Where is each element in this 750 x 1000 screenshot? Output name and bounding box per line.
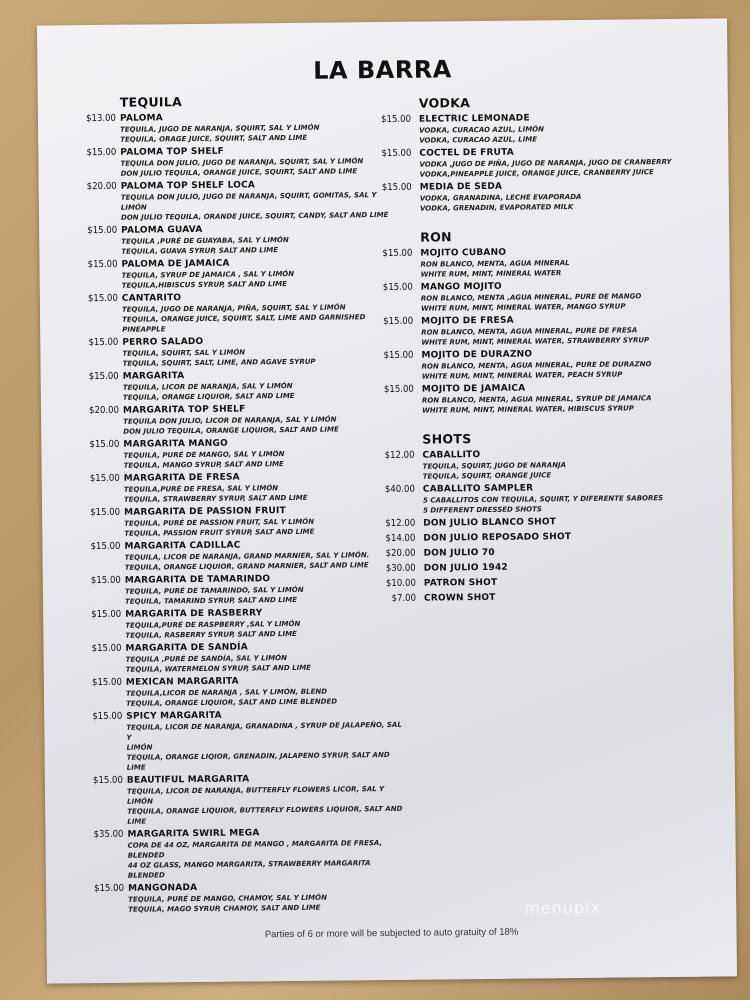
item-price: $10.00 [385, 577, 416, 590]
item-price: $15.00 [90, 540, 121, 553]
item-price: $15.00 [87, 258, 118, 271]
item-description: TEQUILA, GUAVA SYRUP, SALT AND LIME [121, 246, 279, 256]
gratuity-note: Parties of 6 or more will be subjected to auto gratuity of 18% [264, 926, 519, 941]
menu-item [384, 447, 714, 482]
item-description: VODKA,PINEAPPLE JUICE, ORANGE JUICE, CRANBERRY JUICE [419, 168, 654, 179]
item-description: TEQUILA, PURÉ DE PASSION FRUIT, SAL Y LIMÓN [124, 517, 315, 528]
item-name: MANGO MOJITO [420, 281, 502, 293]
item-description: DON JULIO TEQUILA, ORANGE LIQUIOR, SALT AND LIME [123, 425, 339, 436]
item-name: PALOMA GUAVA [121, 224, 203, 236]
item-name: CABALLITO [422, 450, 481, 461]
item-name: DON JULIO 1942 [423, 562, 508, 574]
item-name: PATRON SHOT [423, 577, 498, 589]
tequila-list [58, 110, 406, 916]
section-heading-ron: RON [420, 229, 452, 245]
item-description: TEQUILA, MAGO SYRUP, CHAMOY, SALT AND LIME [128, 903, 321, 914]
item-price: $15.00 [88, 370, 119, 383]
item-name: DON JULIO 70 [423, 547, 495, 559]
item-price: $40.00 [384, 483, 415, 496]
item-description: TEQUILA, LICOR DE NARANJA, BUTTERFLY FLOWERS LICOR, SAL Y LIMÓN [126, 785, 385, 806]
item-description: RON BLANCO, MENTA ,AGUA MINERAL, PURE DE MANGO [420, 292, 642, 303]
item-name: PALOMA [119, 113, 163, 124]
item-name: CROWN SHOT [423, 592, 496, 604]
item-price: $15.00 [92, 774, 123, 787]
item-price: $15.00 [383, 383, 414, 396]
menu-item [65, 826, 406, 882]
item-name: CANTARITO [121, 293, 182, 304]
menu-item [61, 436, 401, 472]
item-description: TEQUILA, STRAWBERRY SYRUP, SALT AND LIME [123, 493, 308, 504]
item-description: TEQUILA, PURÉ DE MANGO, SAL Y LIMÓN [123, 450, 285, 460]
item-description: TEQUILA, ORAGE JUICE, SQUIRT, SALT AND LIME [120, 133, 308, 144]
menu-item [385, 481, 715, 516]
item-description: TEQUILA, PURÉ DE MANGO, CHAMOY, SAL Y LIMÓN [128, 893, 327, 904]
item-name: MEDIA DE SEDA [419, 181, 503, 193]
left-column [58, 92, 407, 918]
item-description: TEQUILA, WATERMELON SYRUP, SALT AND LIME [125, 663, 311, 674]
item-description: VODKA, CURACAO AZUL, LIME [419, 135, 538, 145]
item-price: $15.00 [94, 882, 125, 895]
item-description: RON BLANCO, MENTA, AGUA MINERAL, PURE DE FRESA [421, 326, 638, 337]
item-description: TEQUILA,PURÉ DE RASPBERRY ,SAL Y LIMÓN [125, 619, 301, 630]
item-description: TEQUILA, JUGO DE NARANJA, PIÑA, SQUIRT, SAL Y LIMÓN [121, 303, 346, 314]
menu-item [59, 178, 399, 224]
item-name: PALOMA TOP SHELF LOCA [120, 180, 256, 192]
menu-item [382, 179, 712, 214]
item-description: TEQUILA, SYRUP DE JAMAICA , SAL Y LIMÓN [121, 269, 295, 280]
item-description: VODKA, CURACAO AZUL, LIMÓN [419, 125, 545, 135]
menu-item [385, 545, 715, 561]
section-heading-shots: SHOTS [422, 431, 472, 447]
item-description: TEQUILA, SQUIRT, SALT, LIME, AND AGAVE SYRUP [122, 357, 316, 368]
item-name: CABALLITO SAMPLER [422, 483, 534, 495]
menu-item [386, 560, 716, 576]
item-description: TEQUILA, RASBERRY SYRUP, SALT AND LIME [125, 629, 297, 640]
item-description: TEQUILA, JUGO DE NARANJA, SQUIRT, SAL Y LIMÓN [120, 123, 320, 134]
item-price: $13.00 [86, 112, 117, 125]
menu-item [381, 111, 711, 146]
item-description: WHITE RUM, MINT, MINERAL WATER, PEACH SYRUP [421, 370, 623, 381]
menu-item [59, 256, 399, 292]
ron-list [382, 245, 714, 416]
item-name: MARGARITA DE RASBERRY [125, 608, 263, 620]
item-name: MARGARITA [122, 371, 185, 382]
item-name: PERRO SALADO [122, 336, 204, 348]
menu-item [60, 334, 400, 370]
item-description: TEQUILA DON JULIO, JUGO DE NARANJA, SQUIRT, GOMITAS, SAL Y LIMÓN [120, 191, 377, 212]
item-description: TEQUILA, SQUIRT, SAL Y LIMÓN [122, 348, 246, 358]
item-description: TEQUILA, LICOR DE NARANJA, GRANADINA , SYRUP DE JALAPEÑO, SAL Y [126, 720, 402, 742]
item-description: TEQUILA, TAMARIND SYRUP, SALT AND LIME [124, 595, 298, 606]
menu-item [385, 515, 715, 531]
item-description: TEQUILA, ORANGE JUICE, SQUIRT, SALT, LIME AND GARNISHED [122, 313, 366, 324]
item-name: ELECTRIC LEMONADE [418, 113, 530, 125]
item-description: TEQUILA, ORANGE LIQUIOR, SALT AND LIME [122, 391, 295, 402]
menu-item [381, 145, 711, 180]
item-description: PINEAPPLE [122, 325, 166, 334]
item-description: COPA DE 44 OZ, MARGARITA DE MANGO , MARGARITA DE FRESA, [127, 839, 383, 850]
item-price: $15.00 [90, 506, 121, 519]
item-description: VODKA, GRENADIN, EVAPORATED MILK [419, 203, 574, 213]
menu-item [61, 368, 401, 404]
menu-item [59, 222, 399, 258]
menu-item [62, 470, 402, 506]
item-price: $20.00 [86, 180, 117, 193]
item-name: MOJITO CUBANO [420, 247, 507, 259]
item-description: VODKA ,JUGO DE PIÑA, JUGO DE NARANJA, JUGO DE CRANBERRY [419, 158, 672, 169]
vodka-list [381, 111, 712, 214]
item-price: $15.00 [87, 224, 118, 237]
menu-item [58, 144, 398, 180]
menu-item [58, 110, 398, 146]
item-price: $15.00 [382, 247, 413, 260]
menu-item [383, 313, 713, 348]
item-name: MARGARITA DE TAMARINDO [124, 574, 271, 586]
menu-item [62, 538, 402, 574]
item-description: TEQUILA, SQUIRT, JUGO DE NARANJA [422, 461, 567, 471]
shots-list [384, 447, 716, 606]
item-description: TEQUILA DON JULIO, LICOR DE NARANJA, SAL Y LIMÓN [123, 415, 337, 426]
item-price: $15.00 [383, 315, 414, 328]
item-name: MOJITO DE JAMAICA [421, 383, 526, 395]
item-description: TEQUILA, PASSION FRUIT SYRUP, SALT AND LIME [124, 527, 315, 538]
item-price: $15.00 [90, 574, 121, 587]
item-description: LIMÓN [126, 743, 153, 752]
item-description: TEQUILA, ORANGE LIQUIOR, BUTTERFLY FLOWERS LIQUIOR, SALT AND LIME [127, 804, 403, 826]
item-name: MARGARITA DE SANDÍA [125, 642, 248, 654]
item-name: MANGONADA [127, 883, 198, 894]
item-price: $15.00 [91, 608, 122, 621]
item-price: $15.00 [88, 336, 119, 349]
item-description: WHITE RUM, MINT, MINERAL WATER [420, 269, 562, 279]
item-description: TEQUILA, PURÉ DE TAMARINDO, SAL Y LIMÓN [124, 585, 304, 596]
item-name: MARGARITA DE PASSION FRUIT [124, 506, 286, 518]
menu-item [65, 772, 406, 828]
item-price: $35.00 [93, 828, 124, 841]
menu-item [60, 290, 400, 336]
item-price: $15.00 [382, 281, 413, 294]
item-price: $15.00 [91, 642, 122, 655]
item-price: $15.00 [383, 349, 414, 362]
item-price: $12.00 [384, 449, 415, 462]
item-name: MOJITO DE FRESA [421, 315, 514, 327]
watermark: menupix [524, 897, 602, 918]
item-name: MARGARITA MANGO [123, 438, 228, 450]
item-name: DON JULIO REPOSADO SHOT [423, 532, 572, 544]
item-price: $20.00 [89, 404, 120, 417]
item-description: 5 DIFFERENT DRESSED SHOTS [423, 505, 542, 515]
menu-item [64, 708, 405, 774]
item-description: TEQUILA,LICOR DE NARANJA , SAL Y LIMÓN, BLEND [125, 687, 328, 698]
menu-title: LA BARRA [313, 55, 452, 85]
item-description: TEQUILA,HIBISCUS SYRUP, SALT AND LIME [121, 280, 287, 290]
item-description: TEQUILA DON JULIO, JUGO DE NARANJA, SQUIRT, SAL Y LIMÓN [120, 157, 364, 168]
item-price: $30.00 [385, 562, 416, 575]
menu-item [384, 381, 714, 416]
item-price: $15.00 [89, 438, 120, 451]
item-price: $15.00 [381, 147, 412, 160]
item-description: TEQUILA, LICOR DE NARANJA, GRAND MARNIER, SAL Y LIMÓN. [124, 551, 370, 562]
item-description: TEQUILA ,PURÉ DE GUAYABA, SAL Y LIMÓN [121, 236, 289, 246]
menu-item [383, 347, 713, 382]
item-price: $15.00 [86, 146, 117, 159]
menu-item [62, 504, 402, 540]
item-name: SPICY MARGARITA [126, 710, 222, 722]
menu-item [385, 530, 715, 546]
item-price: $15.00 [91, 676, 122, 689]
item-description: TEQUILA, LICOR DE NARANJA, SAL Y LIMÓN [122, 381, 293, 392]
menu-item [64, 674, 404, 710]
item-name: MEXICAN MARGARITA [125, 676, 239, 688]
item-name: BEAUTIFUL MARGARITA [126, 774, 250, 786]
item-description: RON BLANCO, MENTA, AGUA MINERAL, PURE DE DURAZNO [421, 360, 652, 371]
item-name: MOJITO DE DURAZNO [421, 349, 533, 361]
item-price: $15.00 [92, 710, 123, 723]
item-description: TEQUILA, SQUIRT, ORANGE JUICE [422, 471, 552, 481]
item-description: VODKA, GRANADINA, LECHE EVAPORADA [419, 192, 582, 203]
menu-item [61, 402, 401, 438]
menu-item [63, 640, 403, 676]
item-description: 44 OZ GLASS, MANGO MARGARITA, STRAWBERRY MARGARITA BLENDED [127, 859, 371, 880]
item-name: MARGARITA CADILLAC [124, 540, 241, 552]
item-price: $14.00 [385, 532, 416, 545]
item-description: TEQUILA, ORANGE LIQIOR, GRENADIN, JALAPENO SYRUP, SALT AND LIME [126, 750, 390, 772]
item-price: $20.00 [385, 547, 416, 560]
item-description: TEQUILA, MANGO SYRUP, SALT AND LIME [123, 460, 284, 470]
item-description: WHITE RUM, MINT, MINERAL WATER, MANGO SYRUP [420, 302, 626, 313]
menu-item [66, 880, 406, 916]
item-description: 5 CABALLITOS CON TEQUILA, SQUIRT, Y DIFERENTE SABORES [422, 494, 664, 505]
item-price: $12.00 [385, 517, 416, 530]
item-description: TEQUILA ,PURÉ DE SANDÍA, SAL Y LIMÓN [125, 654, 287, 664]
item-description: DON JULIO TEQUILA, ORANDE JUICE, SQUIRT, CANDY, SALT AND LIME [120, 210, 389, 222]
menu-item [386, 590, 716, 606]
section-heading-tequila: TEQUILA [119, 94, 183, 110]
item-description: WHITE RUM, MINT, MINERAL WATER, STRAWBERRY SYRUP [421, 336, 650, 347]
item-price: $15.00 [89, 472, 120, 485]
item-description: TEQUILA, ORANGE LIQUIOR, GRAND MARNIER, SALT AND LIME [124, 561, 369, 572]
item-name: MARGARITA TOP SHELF [122, 404, 246, 416]
item-name: COCTEL DE FRUTA [419, 147, 514, 159]
menu-item [383, 279, 713, 314]
menu-item [386, 575, 716, 591]
menu-item [63, 572, 403, 608]
section-heading-vodka: VODKA [418, 95, 471, 111]
item-price: $15.00 [381, 113, 412, 126]
item-description: RON BLANCO, MENTA, AGUA MINERAL, SYRUP DE JAMAICA [421, 394, 652, 405]
item-name: PALOMA DE JAMAICA [121, 258, 230, 270]
item-name: PALOMA TOP SHELF [120, 146, 225, 158]
menu-item [382, 245, 712, 280]
item-description: TEQUILA,PURÉ DE FRESA, SAL Y LIMÓN [123, 484, 279, 494]
item-description: WHITE RUM, MINT, MINERAL WATER, HIBISCUS SYRUP [422, 404, 634, 415]
item-name: DON JULIO BLANCO SHOT [423, 517, 557, 529]
item-name: MARGARITA DE FRESA [123, 472, 240, 484]
item-price: $15.00 [87, 292, 118, 305]
item-description: BLENDED [127, 851, 165, 860]
item-description: DON JULIO TEQUILA, ORANGE JUICE, SQUIRT, SALT AND LIME [120, 167, 358, 178]
item-name: MARGARITA SWIRL MEGA [127, 828, 260, 840]
menu-paper [37, 18, 737, 983]
menu-item [63, 606, 403, 642]
item-price: $7.00 [391, 592, 417, 604]
item-price: $15.00 [381, 181, 412, 194]
item-description: TEQUILA, ORANGE LIQUIOR, SALT AND LIME BLENDED [126, 697, 338, 708]
right-column [381, 93, 716, 608]
item-description: RON BLANCO, MENTA, AGUA MINERAL [420, 259, 570, 269]
